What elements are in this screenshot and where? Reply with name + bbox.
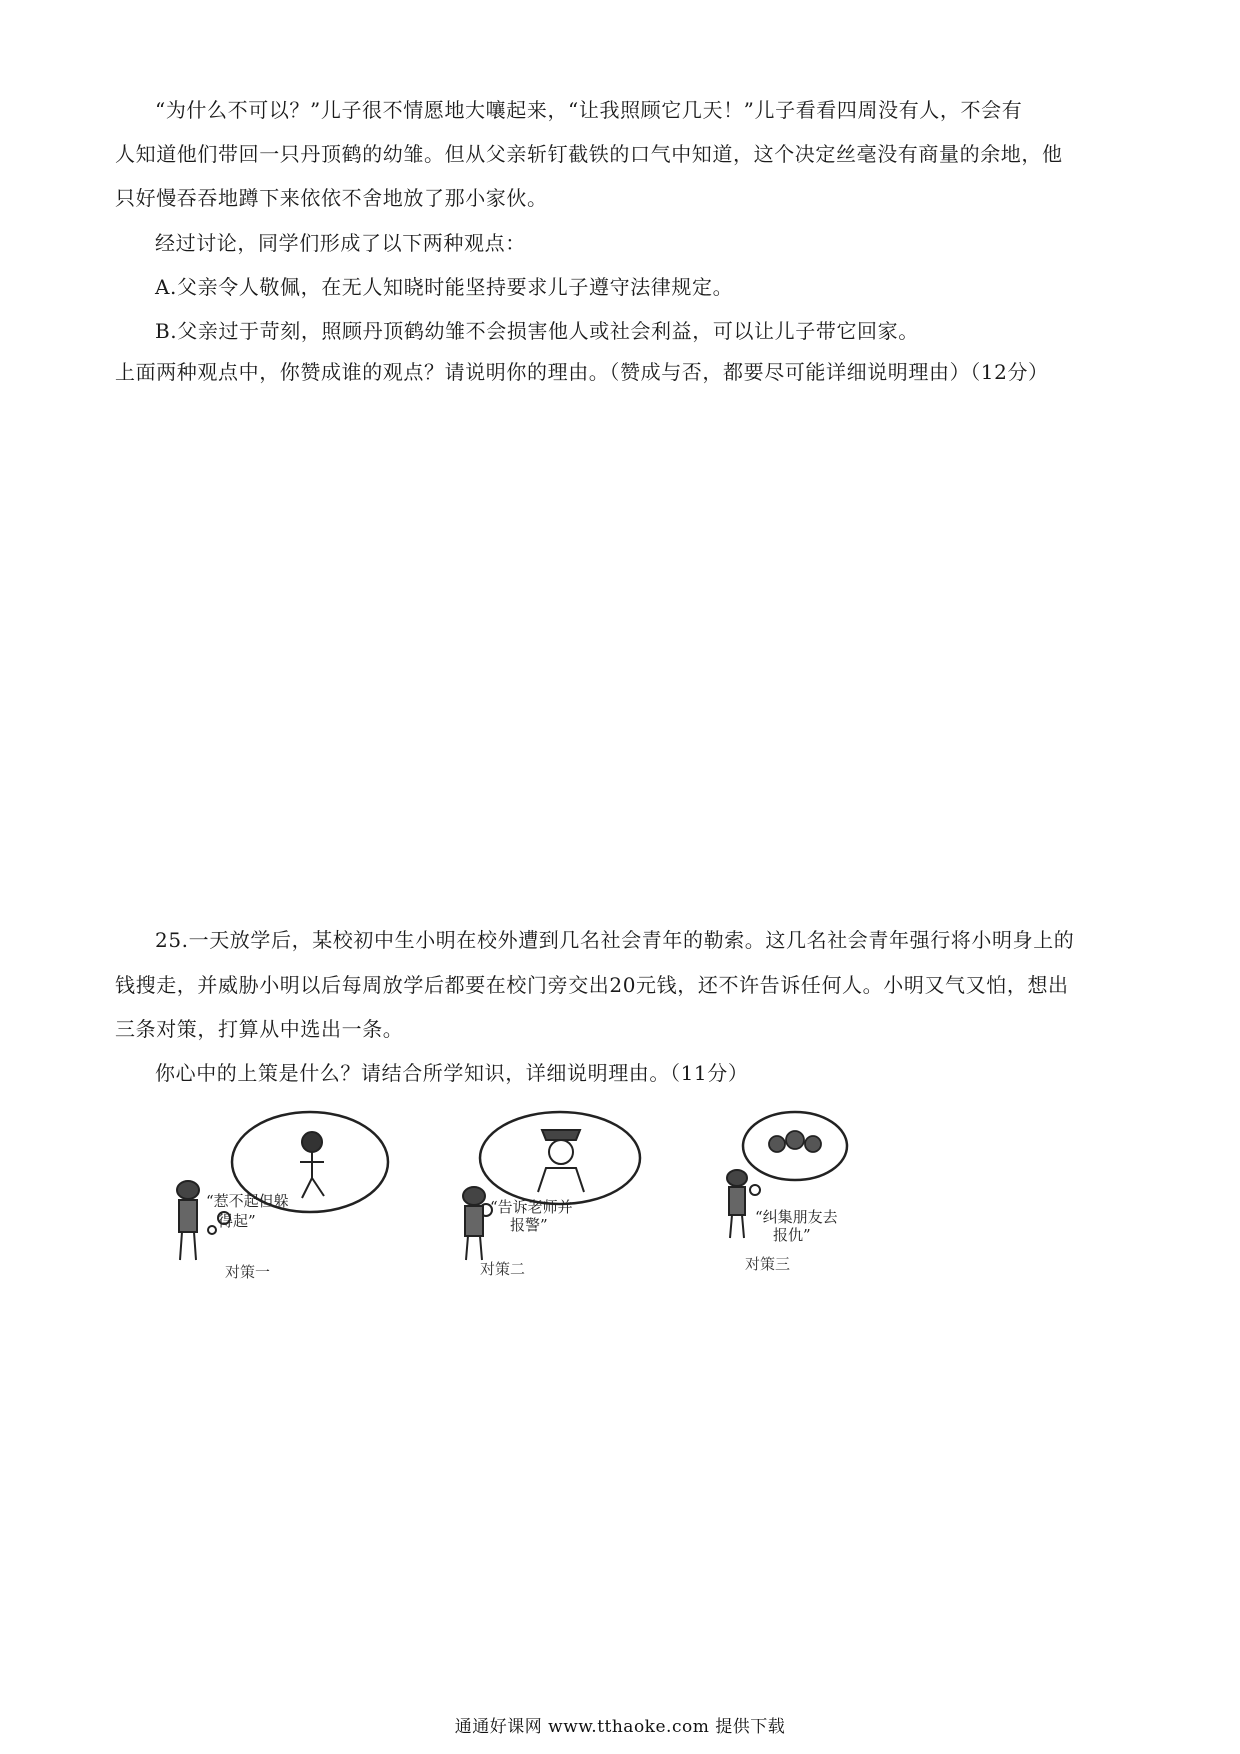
speech-line-1: “惹不起但躲 (206, 1192, 289, 1210)
group-of-friends-icon (769, 1131, 821, 1152)
speech-line-2: 得起” (218, 1212, 256, 1230)
q25-line-3: 三条对策，打算从中选出一条。 (115, 1017, 404, 1041)
cartoon-strategy-1 (170, 1110, 400, 1295)
story-line-2: 人知道他们带回一只丹顶鹤的幼雏。但从父亲斩钉截铁的口气中知道，这个决定丝毫没有商量的余地，他 (115, 142, 1063, 166)
speech-line-1: “纠集朋友去 (755, 1208, 838, 1226)
question-24: 上面两种观点中，你赞成谁的观点？请说明你的理由。（赞成与否，都要尽可能详细说明理由）（12分） (115, 360, 1049, 384)
option-a: A.父亲令人敬佩，在无人知晓时能坚持要求儿子遵守法律规定。 (155, 275, 734, 299)
q25-question: 你心中的上策是什么？请结合所学知识，详细说明理由。（11分） (155, 1061, 749, 1085)
q25-line-2: 钱搜走，并威胁小明以后每周放学后都要在校门旁交出20元钱，还不许告诉任何人。小明又气又怕，想出 (115, 973, 1069, 997)
student-figure-icon (177, 1181, 199, 1260)
running-boy-icon (300, 1132, 324, 1198)
story-line-1: “为什么不可以？”儿子很不情愿地大嚷起来，“让我照顾它几天！”儿子看看四周没有人，不会有 (155, 98, 1023, 122)
caption-strategy-3: 对策三 (745, 1255, 791, 1273)
q25-line-1: 25.一天放学后，某校初中生小明在校外遭到几名社会青年的勒索。这几名社会青年强行将小明身上的 (155, 928, 1075, 952)
student-figure-icon (463, 1187, 485, 1260)
caption-strategy-2: 对策二 (480, 1260, 526, 1278)
option-b: B.父亲过于苛刻，照顾丹顶鹤幼雏不会损害他人或社会利益，可以让儿子带它回家。 (155, 319, 919, 343)
police-officer-icon (538, 1130, 584, 1192)
speech-line-1: “告诉老师并 (490, 1198, 573, 1216)
page-footer: 通通好课网 www.tthaoke.com 提供下载 (454, 1717, 786, 1737)
discussion-intro: 经过讨论，同学们形成了以下两种观点： (155, 231, 526, 255)
student-figure-icon (727, 1170, 747, 1238)
speech-line-2: 报仇” (773, 1226, 811, 1244)
caption-strategy-1: 对策一 (225, 1263, 271, 1281)
thought-bubble (743, 1112, 847, 1195)
speech-line-2: 报警” (510, 1216, 548, 1234)
story-line-3: 只好慢吞吞地蹲下来依依不舍地放了那小家伙。 (115, 186, 548, 210)
